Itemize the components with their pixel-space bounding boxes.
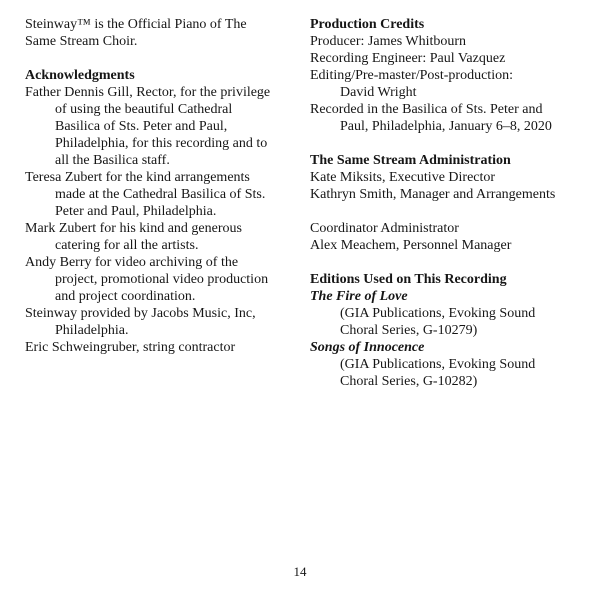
- text-line: project, promotional video production: [55, 272, 269, 287]
- text-line: Philadelphia.: [55, 323, 129, 338]
- text-line: Steinway provided by Jacobs Music, Inc,: [25, 306, 256, 321]
- text-line: (GIA Publications, Evoking Sound: [340, 357, 536, 372]
- text-line: Recorded in the Basilica of Sts. Peter and: [310, 102, 543, 117]
- text-line: Basilica of Sts. Peter and Paul,: [55, 119, 228, 134]
- text-line: Kate Miksits, Executive Director: [310, 170, 496, 185]
- right-column: [310, 16, 592, 390]
- text-line: of using the beautiful Cathedral: [55, 102, 233, 117]
- blank-line: [310, 135, 592, 152]
- text-line: Eric Schweingruber, string contractor: [25, 340, 236, 355]
- section-heading-production-credits: Production Credits: [310, 17, 425, 32]
- text-line: made at the Cathedral Basilica of Sts.: [55, 187, 266, 202]
- text-line: Paul, Philadelphia, January 6–8, 2020: [340, 119, 552, 134]
- section-heading-editions: Editions Used on This Recording: [310, 272, 507, 287]
- text-line: Andy Berry for video archiving of the: [25, 255, 239, 270]
- text-line: Choral Series, G-10279): [340, 323, 478, 338]
- text-line: Choral Series, G-10282): [340, 374, 478, 389]
- text-line: Father Dennis Gill, Rector, for the privilege: [25, 85, 271, 100]
- section-heading-administration: The Same Stream Administration: [310, 153, 511, 168]
- work-title-songs-of-innocence: Songs of Innocence: [310, 340, 425, 355]
- text-line: Recording Engineer: Paul Vazquez: [310, 51, 506, 66]
- text-line: Same Stream Choir.: [25, 34, 138, 49]
- text-line: Philadelphia, for this recording and to: [55, 136, 268, 151]
- text-line: all the Basilica staff.: [55, 153, 170, 168]
- work-title-fire-of-love: The Fire of Love: [310, 289, 408, 304]
- text-line: catering for all the artists.: [55, 238, 199, 253]
- text-line: (GIA Publications, Evoking Sound: [340, 306, 536, 321]
- text-line: Mark Zubert for his kind and generous: [25, 221, 242, 236]
- blank-line: [310, 203, 592, 220]
- left-column: [25, 16, 305, 356]
- text-line: David Wright: [340, 85, 417, 100]
- text-line: Steinway™ is the Official Piano of The: [25, 17, 247, 32]
- text-line: Producer: James Whitbourn: [310, 34, 467, 49]
- text-line: Teresa Zubert for the kind arrangements: [25, 170, 250, 185]
- text-line: Coordinator Administrator: [310, 221, 459, 236]
- text-line: Alex Meachem, Personnel Manager: [310, 238, 512, 253]
- page-number: 14: [293, 564, 307, 579]
- text-line: Peter and Paul, Philadelphia.: [55, 204, 217, 219]
- text-line: and project coordination.: [55, 289, 196, 304]
- blank-line: [310, 254, 592, 271]
- blank-line: [25, 50, 305, 67]
- section-heading-acknowledgments: Acknowledgments: [25, 68, 135, 83]
- text-line: Editing/Pre-master/Post-production:: [310, 68, 513, 83]
- text-line: Kathryn Smith, Manager and Arrangements: [310, 187, 556, 202]
